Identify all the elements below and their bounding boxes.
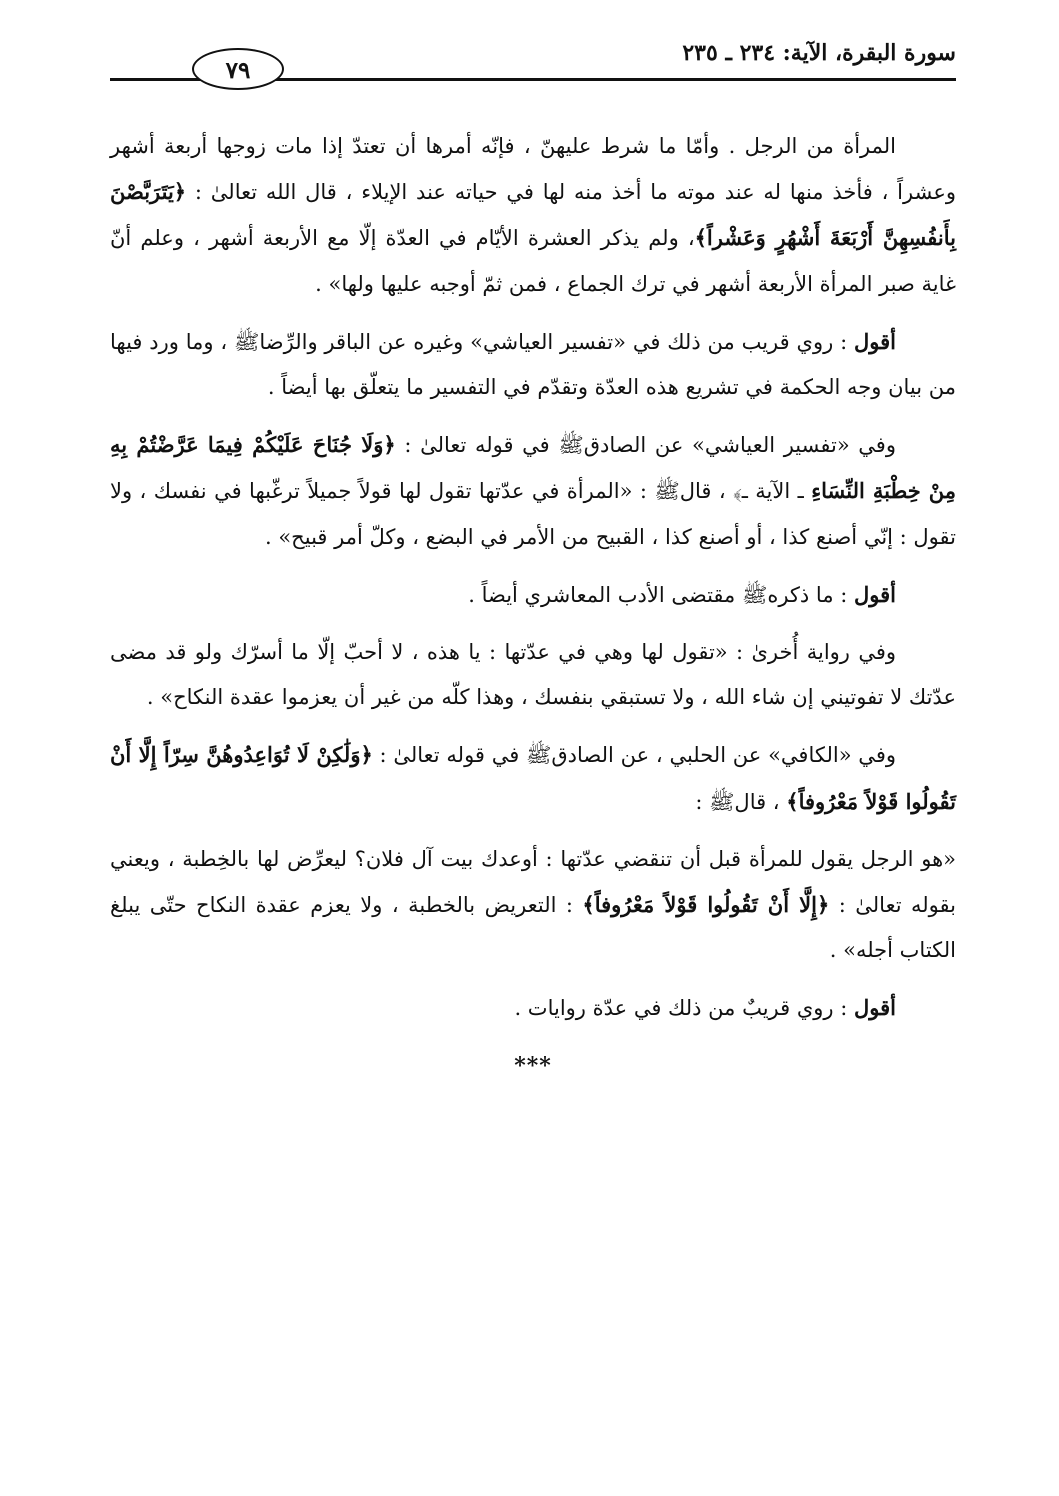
paragraph [110, 319, 956, 410]
paragraph [110, 985, 956, 1031]
paragraph-lead-word: أقول [854, 995, 896, 1021]
paragraph-text: ـ الآية ـ﴾ ، قالﷺ : «المرأة في عدّتها تقول لها قولاً جميلاً ترغّبها في نفسك ، ولا تقول : إنّي أصنع كذا ، أو أصنع كذا ، القبيح من الأمر في البضع ، وكلّ أمر قبيح» . [110, 479, 956, 549]
paragraph [110, 572, 956, 618]
paragraph [110, 422, 956, 560]
paragraph-text: وفي رواية أُخرىٰ : «تقول لها وهي في عدّتها : يا هذه ، لا أحبّ إلّا ما أسرّك ولو قد مضى عدّتك لا تفوتيني إن شاء الله ، ولا تستبقي بنفسك ، وهذا كلّه من غير أن يعزموا عقدة النكاح» . [110, 640, 956, 710]
quran-verse: ﴿يَتَرَبَّصْنَ بِأَنفُسِهِنَّ أَرْبَعَةَ أَشْهُرٍ وَعَشْراً﴾ [110, 179, 956, 251]
paragraph-list [110, 124, 956, 1032]
paragraph [110, 124, 956, 307]
paragraph [110, 732, 956, 824]
paragraph-text: ، قالﷺ : [695, 789, 787, 814]
paragraph-text: وفي «الكافي» عن الحلبي ، عن الصادقﷺ في قوله تعالىٰ : [372, 743, 896, 768]
paragraph [110, 630, 956, 720]
paragraph-text: : ما ذكرهﷺ مقتضى الأدب المعاشري أيضاً . [468, 582, 855, 607]
paragraph-lead-word: أقول [854, 328, 896, 354]
page-number: ٧٩ [192, 48, 284, 90]
body-text [110, 124, 956, 1089]
paragraph-text: «هو الرجل يقول للمرأة قبل أن تنقضي عدّتها : أوعدك بيت آل فلان؟ ليعرِّض لها بالخِطبة ، ويعني بقوله تعالىٰ : [110, 846, 956, 918]
paragraph-text: : روي قريبٌ من ذلك في عدّة روايات . [514, 996, 855, 1021]
running-title: سورة البقرة، الآية: ٢٣٤ ـ ٢٣٥ [682, 40, 956, 66]
paragraph-text: : التعريض بالخطبة ، ولا يعزم عقدة النكاح حتّى يبلغ الكتاب أجله» . [110, 893, 956, 963]
page-header [110, 38, 956, 88]
quran-verse: ﴿إِلَّا أَنْ تَقُولُوا قَوْلاً مَعْرُوفاً﴾ [582, 892, 830, 918]
paragraph-text: : روي قريب من ذلك في «تفسير العياشي» وغيره عن الباقر والرِّضاﷺ ، وما ورد فيها من بيان وجه الحكمة في تشريع هذه العدّة وتقدّم في التفسير ما يتعلّق بها أيضاً . [110, 329, 956, 400]
paragraph-text: ، ولم يذكر العشرة الأيّام في العدّة إلّا مع الأربعة أشهر ، وعلم أنّ غاية صبر المرأة الأربعة أشهر في ترك الجماع ، فمن ثمّ أوجبه عليها ولها» . [110, 226, 956, 296]
quran-verse: ﴿وَلَٰكِنْ لَا تُوَاعِدُوهُنَّ سِرّاً إِلَّا أَنْ تَقُولُوا قَوْلاً مَعْرُوفاً﴾ [110, 742, 956, 814]
quran-verse: ﴿وَلَا جُنَاحَ عَلَيْكُمْ فِيمَا عَرَّضْتُمْ بِهِ مِنْ خِطْبَةِ النِّسَاءِ [110, 432, 956, 504]
section-end-mark: *** [514, 1052, 552, 1079]
paragraph-lead-word: أقول [854, 581, 896, 607]
paragraph [110, 837, 956, 974]
paragraph-text: وفي «تفسير العياشي» عن الصادقﷺ في قوله تعالىٰ : [395, 433, 896, 458]
paragraph-text: المرأة من الرجل . وأمّا ما شرط عليهنّ ، فإنّه أمرها أن تعتدّ إذا مات زوجها أربعة أشهر وعشراً ، فأخذ منها له عند موته ما أخذ منه لها في حياته عند الإيلاء ، قال الله تعالىٰ : [110, 134, 956, 205]
